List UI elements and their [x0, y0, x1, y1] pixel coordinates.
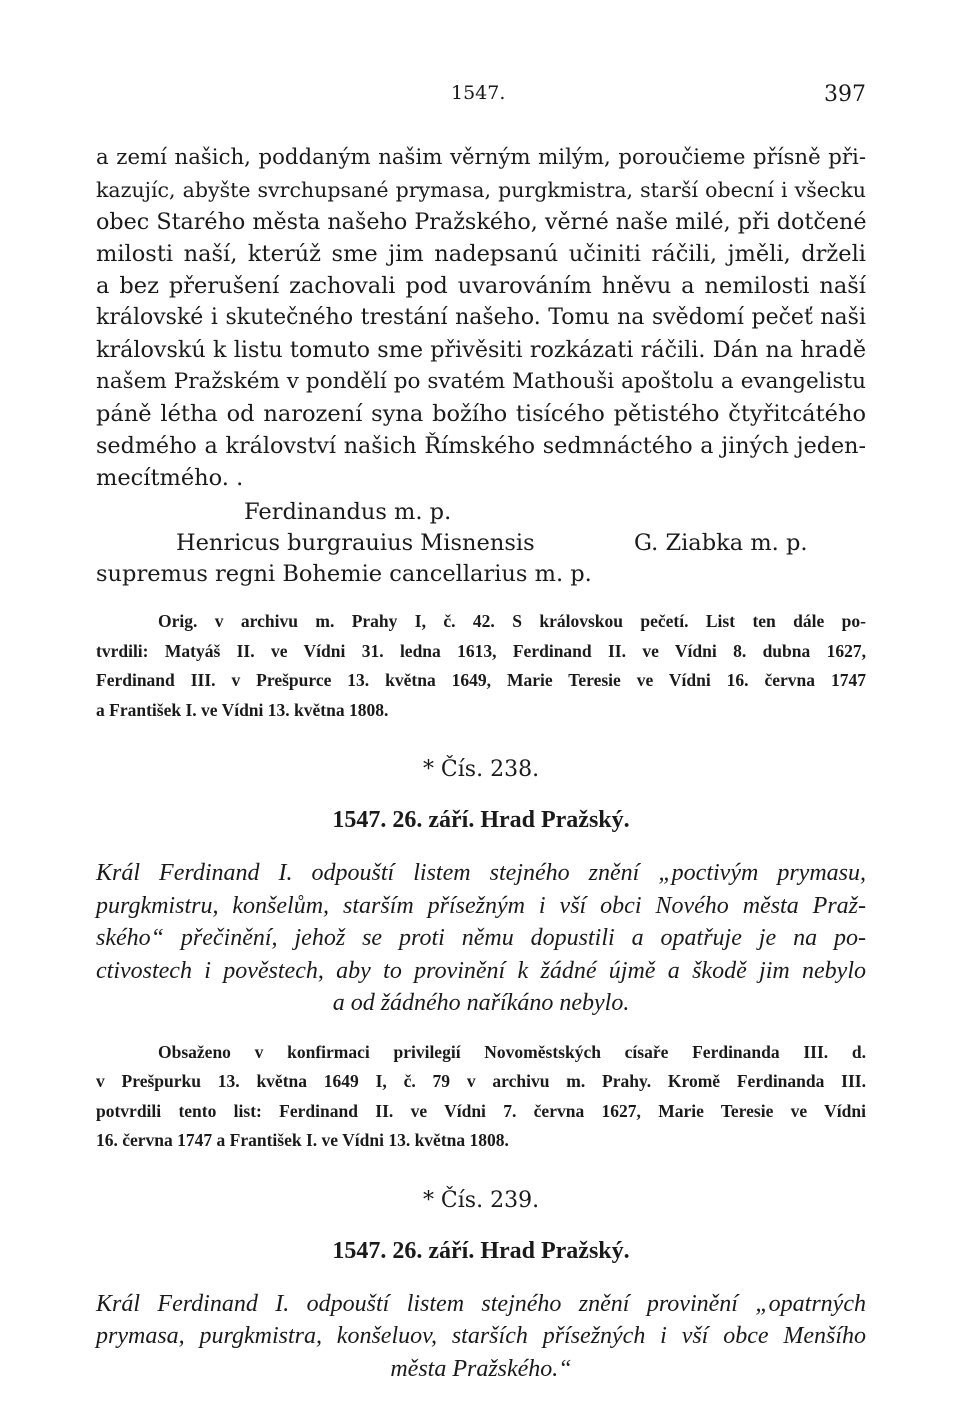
signature-secretary: G. Ziabka m. p. [634, 530, 808, 556]
text-line: královské i skutečného trestání našeho. Tomu na svědomí pečeť naši [96, 305, 866, 330]
summary-239 [96, 1288, 866, 1386]
note-line: potvrdili tento list: Ferdinand II. ve Vídni 7. června 1627, Marie Teresie ve Vídni [96, 1100, 866, 1121]
summary-line: purgkmistru, konšelům, starším přísežným i vší obci Nového města Praž- [96, 892, 866, 919]
archival-note-238 [96, 1038, 866, 1156]
document-number-238: * Čís. 238. [422, 757, 540, 782]
signature-chancellor-title: supremus regni Bohemie cancellarius m. p. [96, 561, 592, 587]
text-line: kazujíc, abyšte svrchupsané prymasa, purgkmistra, starší obecní i všecku [96, 178, 866, 202]
note-line: a František I. ve Vídni 13. května 1808. [96, 699, 389, 720]
text-line: páně létha od narození syna božího tisícého pětistého čtyřitcátého [96, 401, 866, 427]
text-line: obec Starého města našeho Pražského, věrné naše milé, při dotčené [96, 209, 867, 235]
document-date-238: 1547. 26. září. Hrad Pražský. [332, 807, 630, 833]
note-line: tvrdili: Matyáš II. ve Vídni 31. ledna 1613, Ferdinand II. ve Vídni 8. dubna 1627, [96, 640, 866, 661]
page-header [96, 82, 866, 120]
text-line: a zemí našich, poddaným našim věrným milým, poroučieme přísně při- [96, 145, 866, 170]
running-head-year: 1547. [451, 82, 506, 104]
signature-ruler: Ferdinandus m. p. [244, 499, 452, 525]
summary-line: ctivostech i pověstech, aby to provinění k žádné újmě a škodě jim nebylo [96, 957, 866, 984]
signatures [96, 494, 866, 589]
note-line: Orig. v archivu m. Prahy I, č. 42. S královskou pečetí. List ten dále po- [158, 611, 866, 631]
text-line: milosti naší, kterúž sme jim nadepsanú učiniti ráčili, jměli, drželi [96, 241, 866, 267]
summary-line: města Pražského.“ [390, 1355, 572, 1382]
note-line: Ferdinand III. v Prešpurce 13. května 1649, Marie Teresie ve Vídni 16. června 1747 [96, 670, 866, 690]
archival-note [96, 607, 866, 725]
summary-line: a od žádného naříkáno nebylo. [332, 990, 630, 1016]
note-line: 16. června 1747 a František I. ve Vídni 13. května 1808. [96, 1130, 509, 1150]
text-line: královskú k listu tomuto sme přivěsiti rozkázati ráčili. Dán na hradě [96, 337, 866, 363]
summary-238 [96, 857, 866, 1020]
signature-chancellor-name: Henricus burgrauius Misnensis [176, 530, 535, 556]
summary-line: Král Ferdinand I. odpouští listem stejného znění „poctivým prymasu, [96, 860, 866, 886]
text-line: mecítmého. . [96, 465, 244, 491]
summary-line: Král Ferdinand I. odpouští listem stejného znění provinění „opatrných [96, 1290, 866, 1317]
text-line: sedmého a království našich Římského sedmnáctého a jiných jeden- [96, 433, 866, 459]
document-number-239: * Čís. 239. [422, 1187, 540, 1213]
document-date-239: 1547. 26. září. Hrad Pražský. [332, 1237, 630, 1264]
summary-line: prymasa, purgkmistra, konšeluov, starších přísežných i vší obce Menšího [96, 1323, 866, 1349]
document-page [96, 82, 866, 1385]
summary-line: ského“ přečinění, jehož se proti němu dopustili a opatřuje je na po- [96, 925, 866, 951]
note-line: Obsaženo v konfirmaci privilegií Novoměstských císaře Ferdinanda III. d. [158, 1041, 866, 1062]
text-line: našem Pražském v pondělí po svatém Mathouši apoštolu a evangelistu [96, 369, 866, 394]
charter-text [96, 142, 866, 494]
page-number: 397 [824, 82, 866, 107]
text-line: a bez přerušení zachovali pod uvarováním hněvu a nemilosti naší [96, 273, 866, 299]
note-line: v Prešpurku 13. května 1649 I, č. 79 v archivu m. Prahy. Kromě Ferdinanda III. [96, 1071, 866, 1091]
